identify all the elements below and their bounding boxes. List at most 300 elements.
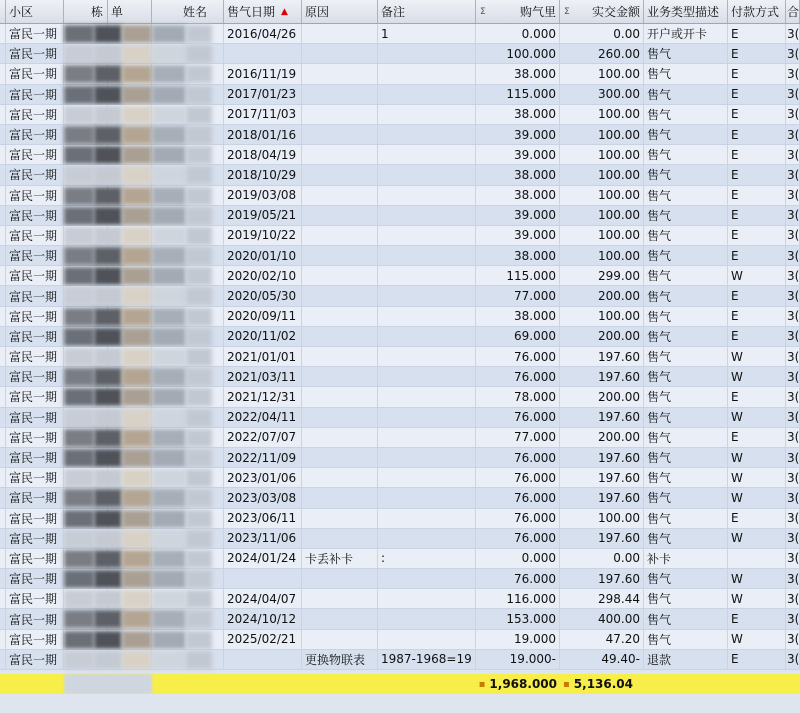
amount-cell[interactable]: 200.00 bbox=[560, 327, 644, 346]
amount-cell[interactable]: 47.20 bbox=[560, 630, 644, 649]
extra-cell[interactable]: 3( bbox=[786, 64, 800, 83]
date-cell[interactable]: 2019/10/22 bbox=[224, 226, 302, 245]
table-row[interactable] bbox=[0, 186, 800, 206]
date-cell[interactable]: 2023/11/06 bbox=[224, 529, 302, 548]
community-cell[interactable]: 富民一期 bbox=[6, 488, 64, 507]
reason-cell[interactable] bbox=[302, 529, 378, 548]
pay-method-cell[interactable]: W bbox=[728, 347, 786, 366]
extra-cell[interactable]: 3( bbox=[786, 569, 800, 588]
community-cell[interactable]: 富民一期 bbox=[6, 367, 64, 386]
biz-type-cell[interactable]: 售气 bbox=[644, 448, 728, 467]
extra-cell[interactable]: 3( bbox=[786, 589, 800, 608]
biz-type-cell[interactable]: 售气 bbox=[644, 64, 728, 83]
amount-cell[interactable]: 200.00 bbox=[560, 286, 644, 305]
pay-method-cell[interactable]: E bbox=[728, 650, 786, 669]
table-row[interactable] bbox=[0, 266, 800, 286]
community-cell[interactable]: 富民一期 bbox=[6, 609, 64, 628]
extra-cell[interactable]: 3( bbox=[786, 509, 800, 528]
reason-cell[interactable] bbox=[302, 286, 378, 305]
volume-cell[interactable]: 115.000 bbox=[476, 266, 560, 285]
note-cell[interactable] bbox=[378, 589, 476, 608]
extra-cell[interactable]: 3( bbox=[786, 226, 800, 245]
date-cell[interactable]: 2016/11/19 bbox=[224, 64, 302, 83]
extra-cell[interactable]: 3( bbox=[786, 206, 800, 225]
table-row[interactable] bbox=[0, 408, 800, 428]
extra-cell[interactable]: 3( bbox=[786, 165, 800, 184]
note-cell[interactable] bbox=[378, 125, 476, 144]
biz-type-cell[interactable]: 售气 bbox=[644, 468, 728, 487]
community-cell[interactable]: 富民一期 bbox=[6, 105, 64, 124]
date-cell[interactable] bbox=[224, 569, 302, 588]
note-cell[interactable] bbox=[378, 609, 476, 628]
date-cell[interactable]: 2023/06/11 bbox=[224, 509, 302, 528]
amount-cell[interactable]: 100.00 bbox=[560, 105, 644, 124]
table-row[interactable] bbox=[0, 609, 800, 629]
biz-type-cell[interactable]: 售气 bbox=[644, 246, 728, 265]
volume-cell[interactable]: 0.000 bbox=[476, 24, 560, 43]
date-cell[interactable]: 2017/01/23 bbox=[224, 85, 302, 104]
extra-cell[interactable]: 3( bbox=[786, 650, 800, 669]
table-row[interactable] bbox=[0, 85, 800, 105]
community-cell[interactable]: 富民一期 bbox=[6, 226, 64, 245]
volume-cell[interactable]: 76.000 bbox=[476, 367, 560, 386]
pay-method-cell[interactable]: E bbox=[728, 165, 786, 184]
note-cell[interactable] bbox=[378, 367, 476, 386]
table-row[interactable] bbox=[0, 468, 800, 488]
volume-cell[interactable]: 77.000 bbox=[476, 428, 560, 447]
date-cell[interactable]: 2016/04/26 bbox=[224, 24, 302, 43]
note-cell[interactable] bbox=[378, 468, 476, 487]
reason-cell[interactable]: 卡丢补卡 bbox=[302, 549, 378, 568]
date-cell[interactable]: 2020/02/10 bbox=[224, 266, 302, 285]
header-date[interactable] bbox=[224, 0, 302, 23]
reason-cell[interactable] bbox=[302, 206, 378, 225]
date-cell[interactable]: 2020/09/11 bbox=[224, 307, 302, 326]
pay-method-cell[interactable]: W bbox=[728, 468, 786, 487]
volume-cell[interactable]: 38.000 bbox=[476, 246, 560, 265]
volume-cell[interactable]: 77.000 bbox=[476, 286, 560, 305]
biz-type-cell[interactable]: 售气 bbox=[644, 509, 728, 528]
extra-cell[interactable]: 3( bbox=[786, 468, 800, 487]
biz-type-cell[interactable]: 售气 bbox=[644, 125, 728, 144]
reason-cell[interactable] bbox=[302, 468, 378, 487]
amount-cell[interactable]: 197.60 bbox=[560, 448, 644, 467]
community-cell[interactable]: 富民一期 bbox=[6, 549, 64, 568]
volume-cell[interactable]: 153.000 bbox=[476, 609, 560, 628]
extra-cell[interactable]: 3( bbox=[786, 327, 800, 346]
table-row[interactable] bbox=[0, 44, 800, 64]
amount-cell[interactable]: 100.00 bbox=[560, 145, 644, 164]
volume-cell[interactable]: 69.000 bbox=[476, 327, 560, 346]
table-row[interactable] bbox=[0, 387, 800, 407]
volume-cell[interactable]: 116.000 bbox=[476, 589, 560, 608]
note-cell[interactable] bbox=[378, 488, 476, 507]
table-row[interactable] bbox=[0, 630, 800, 650]
amount-cell[interactable]: 299.00 bbox=[560, 266, 644, 285]
extra-cell[interactable]: 3( bbox=[786, 307, 800, 326]
date-cell[interactable]: 2022/07/07 bbox=[224, 428, 302, 447]
table-row[interactable] bbox=[0, 650, 800, 670]
community-cell[interactable]: 富民一期 bbox=[6, 24, 64, 43]
pay-method-cell[interactable]: E bbox=[728, 145, 786, 164]
biz-type-cell[interactable]: 补卡 bbox=[644, 549, 728, 568]
pay-method-cell[interactable]: W bbox=[728, 266, 786, 285]
reason-cell[interactable] bbox=[302, 387, 378, 406]
amount-cell[interactable]: 400.00 bbox=[560, 609, 644, 628]
community-cell[interactable]: 富民一期 bbox=[6, 266, 64, 285]
biz-type-cell[interactable]: 售气 bbox=[644, 105, 728, 124]
table-row[interactable] bbox=[0, 367, 800, 387]
biz-type-cell[interactable]: 售气 bbox=[644, 165, 728, 184]
header-amount[interactable] bbox=[560, 0, 644, 23]
pay-method-cell[interactable]: E bbox=[728, 64, 786, 83]
date-cell[interactable] bbox=[224, 44, 302, 63]
note-cell[interactable] bbox=[378, 85, 476, 104]
header-pay-method[interactable]: 付款方式 bbox=[728, 0, 786, 23]
date-cell[interactable]: 2017/11/03 bbox=[224, 105, 302, 124]
table-row[interactable] bbox=[0, 105, 800, 125]
note-cell[interactable] bbox=[378, 387, 476, 406]
volume-cell[interactable]: 76.000 bbox=[476, 569, 560, 588]
header-name[interactable] bbox=[152, 0, 224, 23]
community-cell[interactable]: 富民一期 bbox=[6, 468, 64, 487]
pay-method-cell[interactable]: E bbox=[728, 286, 786, 305]
reason-cell[interactable] bbox=[302, 367, 378, 386]
reason-cell[interactable] bbox=[302, 105, 378, 124]
community-cell[interactable]: 富民一期 bbox=[6, 246, 64, 265]
volume-cell[interactable]: 76.000 bbox=[476, 509, 560, 528]
pay-method-cell[interactable]: E bbox=[728, 206, 786, 225]
pay-method-cell[interactable]: E bbox=[728, 24, 786, 43]
pay-method-cell[interactable]: E bbox=[728, 125, 786, 144]
reason-cell[interactable] bbox=[302, 44, 378, 63]
date-cell[interactable]: 2020/01/10 bbox=[224, 246, 302, 265]
community-cell[interactable]: 富民一期 bbox=[6, 589, 64, 608]
amount-cell[interactable]: 200.00 bbox=[560, 387, 644, 406]
community-cell[interactable]: 富民一期 bbox=[6, 64, 64, 83]
date-cell[interactable] bbox=[224, 650, 302, 669]
biz-type-cell[interactable]: 售气 bbox=[644, 186, 728, 205]
biz-type-cell[interactable]: 售气 bbox=[644, 327, 728, 346]
date-cell[interactable]: 2024/04/07 bbox=[224, 589, 302, 608]
header-biz-type[interactable]: 业务类型描述 bbox=[644, 0, 728, 23]
extra-cell[interactable]: 3( bbox=[786, 549, 800, 568]
amount-cell[interactable]: 49.40- bbox=[560, 650, 644, 669]
amount-cell[interactable]: 197.60 bbox=[560, 569, 644, 588]
biz-type-cell[interactable]: 售气 bbox=[644, 367, 728, 386]
reason-cell[interactable] bbox=[302, 24, 378, 43]
volume-cell[interactable]: 38.000 bbox=[476, 186, 560, 205]
note-cell[interactable] bbox=[378, 44, 476, 63]
reason-cell[interactable] bbox=[302, 488, 378, 507]
table-row[interactable] bbox=[0, 165, 800, 185]
note-cell[interactable] bbox=[378, 529, 476, 548]
reason-cell[interactable] bbox=[302, 145, 378, 164]
volume-cell[interactable]: 115.000 bbox=[476, 85, 560, 104]
amount-cell[interactable]: 197.60 bbox=[560, 367, 644, 386]
amount-cell[interactable]: 300.00 bbox=[560, 85, 644, 104]
community-cell[interactable]: 富民一期 bbox=[6, 327, 64, 346]
community-cell[interactable]: 富民一期 bbox=[6, 186, 64, 205]
note-cell[interactable] bbox=[378, 145, 476, 164]
volume-cell[interactable]: 38.000 bbox=[476, 64, 560, 83]
community-cell[interactable]: 富民一期 bbox=[6, 509, 64, 528]
extra-cell[interactable]: 3( bbox=[786, 125, 800, 144]
volume-cell[interactable]: 38.000 bbox=[476, 165, 560, 184]
date-cell[interactable]: 2022/04/11 bbox=[224, 408, 302, 427]
community-cell[interactable]: 富民一期 bbox=[6, 347, 64, 366]
volume-cell[interactable]: 19.000 bbox=[476, 630, 560, 649]
extra-cell[interactable]: 3( bbox=[786, 428, 800, 447]
extra-cell[interactable]: 3( bbox=[786, 387, 800, 406]
extra-cell[interactable]: 3( bbox=[786, 488, 800, 507]
table-row[interactable] bbox=[0, 347, 800, 367]
biz-type-cell[interactable]: 售气 bbox=[644, 609, 728, 628]
note-cell[interactable] bbox=[378, 286, 476, 305]
biz-type-cell[interactable]: 售气 bbox=[644, 307, 728, 326]
pay-method-cell[interactable]: E bbox=[728, 186, 786, 205]
community-cell[interactable]: 富民一期 bbox=[6, 85, 64, 104]
volume-cell[interactable]: 78.000 bbox=[476, 387, 560, 406]
extra-cell[interactable]: 3( bbox=[786, 529, 800, 548]
amount-cell[interactable]: 197.60 bbox=[560, 468, 644, 487]
date-cell[interactable]: 2018/01/16 bbox=[224, 125, 302, 144]
amount-cell[interactable]: 100.00 bbox=[560, 125, 644, 144]
biz-type-cell[interactable]: 售气 bbox=[644, 226, 728, 245]
table-row[interactable] bbox=[0, 24, 800, 44]
pay-method-cell[interactable]: W bbox=[728, 448, 786, 467]
community-cell[interactable]: 富民一期 bbox=[6, 408, 64, 427]
pay-method-cell[interactable]: W bbox=[728, 589, 786, 608]
volume-cell[interactable]: 38.000 bbox=[476, 307, 560, 326]
biz-type-cell[interactable]: 售气 bbox=[644, 387, 728, 406]
amount-cell[interactable]: 100.00 bbox=[560, 307, 644, 326]
note-cell[interactable] bbox=[378, 509, 476, 528]
reason-cell[interactable] bbox=[302, 428, 378, 447]
biz-type-cell[interactable]: 售气 bbox=[644, 589, 728, 608]
table-row[interactable] bbox=[0, 569, 800, 589]
date-cell[interactable]: 2024/01/24 bbox=[224, 549, 302, 568]
note-cell[interactable] bbox=[378, 64, 476, 83]
extra-cell[interactable]: 3( bbox=[786, 367, 800, 386]
amount-cell[interactable]: 100.00 bbox=[560, 64, 644, 83]
note-cell[interactable] bbox=[378, 569, 476, 588]
pay-method-cell[interactable]: E bbox=[728, 105, 786, 124]
amount-cell[interactable]: 260.00 bbox=[560, 44, 644, 63]
reason-cell[interactable] bbox=[302, 85, 378, 104]
date-cell[interactable]: 2021/01/01 bbox=[224, 347, 302, 366]
volume-cell[interactable]: 76.000 bbox=[476, 347, 560, 366]
biz-type-cell[interactable]: 售气 bbox=[644, 529, 728, 548]
biz-type-cell[interactable]: 售气 bbox=[644, 630, 728, 649]
pay-method-cell[interactable]: W bbox=[728, 529, 786, 548]
note-cell[interactable] bbox=[378, 428, 476, 447]
note-cell[interactable]: 1987-1968=19 bbox=[378, 650, 476, 669]
volume-cell[interactable]: 38.000 bbox=[476, 105, 560, 124]
header-volume[interactable] bbox=[476, 0, 560, 23]
note-cell[interactable] bbox=[378, 226, 476, 245]
date-cell[interactable]: 2024/10/12 bbox=[224, 609, 302, 628]
pay-method-cell[interactable]: E bbox=[728, 609, 786, 628]
note-cell[interactable] bbox=[378, 266, 476, 285]
reason-cell[interactable] bbox=[302, 408, 378, 427]
extra-cell[interactable]: 3( bbox=[786, 85, 800, 104]
biz-type-cell[interactable]: 售气 bbox=[644, 428, 728, 447]
extra-cell[interactable]: 3( bbox=[786, 105, 800, 124]
biz-type-cell[interactable]: 售气 bbox=[644, 266, 728, 285]
note-cell[interactable]: : bbox=[378, 549, 476, 568]
header-building[interactable] bbox=[64, 0, 108, 23]
table-row[interactable] bbox=[0, 64, 800, 84]
community-cell[interactable]: 富民一期 bbox=[6, 387, 64, 406]
table-row[interactable] bbox=[0, 125, 800, 145]
note-cell[interactable] bbox=[378, 246, 476, 265]
note-cell[interactable]: 1 bbox=[378, 24, 476, 43]
amount-cell[interactable]: 0.00 bbox=[560, 24, 644, 43]
community-cell[interactable]: 富民一期 bbox=[6, 286, 64, 305]
biz-type-cell[interactable]: 售气 bbox=[644, 408, 728, 427]
note-cell[interactable] bbox=[378, 307, 476, 326]
table-row[interactable] bbox=[0, 428, 800, 448]
header-extra[interactable]: 合 bbox=[786, 0, 800, 23]
pay-method-cell[interactable]: E bbox=[728, 428, 786, 447]
community-cell[interactable]: 富民一期 bbox=[6, 125, 64, 144]
extra-cell[interactable]: 3( bbox=[786, 609, 800, 628]
amount-cell[interactable]: 197.60 bbox=[560, 488, 644, 507]
biz-type-cell[interactable]: 售气 bbox=[644, 145, 728, 164]
date-cell[interactable]: 2020/11/02 bbox=[224, 327, 302, 346]
date-cell[interactable]: 2018/10/29 bbox=[224, 165, 302, 184]
volume-cell[interactable]: 39.000 bbox=[476, 226, 560, 245]
reason-cell[interactable] bbox=[302, 630, 378, 649]
extra-cell[interactable]: 3( bbox=[786, 266, 800, 285]
volume-cell[interactable]: 39.000 bbox=[476, 206, 560, 225]
reason-cell[interactable] bbox=[302, 186, 378, 205]
note-cell[interactable] bbox=[378, 105, 476, 124]
volume-cell[interactable]: 19.000- bbox=[476, 650, 560, 669]
reason-cell[interactable]: 更换物联表 bbox=[302, 650, 378, 669]
note-cell[interactable] bbox=[378, 347, 476, 366]
biz-type-cell[interactable]: 售气 bbox=[644, 347, 728, 366]
volume-cell[interactable]: 76.000 bbox=[476, 408, 560, 427]
amount-cell[interactable]: 100.00 bbox=[560, 165, 644, 184]
reason-cell[interactable] bbox=[302, 327, 378, 346]
pay-method-cell[interactable]: W bbox=[728, 569, 786, 588]
table-row[interactable] bbox=[0, 226, 800, 246]
extra-cell[interactable]: 3( bbox=[786, 24, 800, 43]
amount-cell[interactable]: 100.00 bbox=[560, 226, 644, 245]
community-cell[interactable]: 富民一期 bbox=[6, 428, 64, 447]
header-note[interactable]: 备注 bbox=[378, 0, 476, 23]
pay-method-cell[interactable]: E bbox=[728, 246, 786, 265]
reason-cell[interactable] bbox=[302, 448, 378, 467]
date-cell[interactable]: 2019/03/08 bbox=[224, 186, 302, 205]
amount-cell[interactable]: 0.00 bbox=[560, 549, 644, 568]
volume-cell[interactable]: 76.000 bbox=[476, 529, 560, 548]
community-cell[interactable]: 富民一期 bbox=[6, 206, 64, 225]
table-row[interactable] bbox=[0, 327, 800, 347]
reason-cell[interactable] bbox=[302, 569, 378, 588]
biz-type-cell[interactable]: 售气 bbox=[644, 44, 728, 63]
reason-cell[interactable] bbox=[302, 165, 378, 184]
community-cell[interactable]: 富民一期 bbox=[6, 569, 64, 588]
biz-type-cell[interactable]: 售气 bbox=[644, 206, 728, 225]
pay-method-cell[interactable]: W bbox=[728, 488, 786, 507]
note-cell[interactable] bbox=[378, 630, 476, 649]
reason-cell[interactable] bbox=[302, 589, 378, 608]
amount-cell[interactable]: 298.44 bbox=[560, 589, 644, 608]
extra-cell[interactable]: 3( bbox=[786, 145, 800, 164]
amount-cell[interactable]: 100.00 bbox=[560, 246, 644, 265]
table-row[interactable] bbox=[0, 307, 800, 327]
biz-type-cell[interactable]: 售气 bbox=[644, 488, 728, 507]
note-cell[interactable] bbox=[378, 327, 476, 346]
pay-method-cell[interactable]: E bbox=[728, 327, 786, 346]
reason-cell[interactable] bbox=[302, 307, 378, 326]
community-cell[interactable]: 富民一期 bbox=[6, 630, 64, 649]
amount-cell[interactable]: 100.00 bbox=[560, 206, 644, 225]
volume-cell[interactable]: 0.000 bbox=[476, 549, 560, 568]
biz-type-cell[interactable]: 开户或开卡 bbox=[644, 24, 728, 43]
community-cell[interactable]: 富民一期 bbox=[6, 529, 64, 548]
extra-cell[interactable]: 3( bbox=[786, 286, 800, 305]
header-reason[interactable]: 原因 bbox=[302, 0, 378, 23]
volume-cell[interactable]: 76.000 bbox=[476, 488, 560, 507]
volume-cell[interactable]: 76.000 bbox=[476, 468, 560, 487]
header-unit[interactable]: 单 bbox=[108, 0, 152, 23]
volume-cell[interactable]: 39.000 bbox=[476, 125, 560, 144]
extra-cell[interactable]: 3( bbox=[786, 44, 800, 63]
date-cell[interactable]: 2023/01/06 bbox=[224, 468, 302, 487]
note-cell[interactable] bbox=[378, 206, 476, 225]
reason-cell[interactable] bbox=[302, 509, 378, 528]
biz-type-cell[interactable]: 售气 bbox=[644, 85, 728, 104]
extra-cell[interactable]: 3( bbox=[786, 347, 800, 366]
pay-method-cell[interactable]: E bbox=[728, 226, 786, 245]
date-cell[interactable]: 2021/12/31 bbox=[224, 387, 302, 406]
pay-method-cell[interactable] bbox=[728, 549, 786, 568]
volume-cell[interactable]: 100.000 bbox=[476, 44, 560, 63]
pay-method-cell[interactable]: E bbox=[728, 44, 786, 63]
biz-type-cell[interactable]: 售气 bbox=[644, 286, 728, 305]
community-cell[interactable]: 富民一期 bbox=[6, 44, 64, 63]
note-cell[interactable] bbox=[378, 408, 476, 427]
reason-cell[interactable] bbox=[302, 347, 378, 366]
date-cell[interactable]: 2019/05/21 bbox=[224, 206, 302, 225]
extra-cell[interactable]: 3( bbox=[786, 448, 800, 467]
table-row[interactable] bbox=[0, 529, 800, 549]
note-cell[interactable] bbox=[378, 165, 476, 184]
volume-cell[interactable]: 39.000 bbox=[476, 145, 560, 164]
table-row[interactable] bbox=[0, 145, 800, 165]
amount-cell[interactable]: 100.00 bbox=[560, 186, 644, 205]
pay-method-cell[interactable]: E bbox=[728, 85, 786, 104]
table-row[interactable] bbox=[0, 488, 800, 508]
date-cell[interactable]: 2021/03/11 bbox=[224, 367, 302, 386]
table-row[interactable] bbox=[0, 448, 800, 468]
date-cell[interactable]: 2018/04/19 bbox=[224, 145, 302, 164]
date-cell[interactable]: 2022/11/09 bbox=[224, 448, 302, 467]
community-cell[interactable]: 富民一期 bbox=[6, 165, 64, 184]
extra-cell[interactable]: 3( bbox=[786, 186, 800, 205]
volume-cell[interactable]: 76.000 bbox=[476, 448, 560, 467]
community-cell[interactable]: 富民一期 bbox=[6, 650, 64, 669]
biz-type-cell[interactable]: 售气 bbox=[644, 569, 728, 588]
biz-type-cell[interactable]: 退款 bbox=[644, 650, 728, 669]
reason-cell[interactable] bbox=[302, 266, 378, 285]
community-cell[interactable]: 富民一期 bbox=[6, 145, 64, 164]
header-community[interactable]: 小区 bbox=[6, 0, 64, 23]
